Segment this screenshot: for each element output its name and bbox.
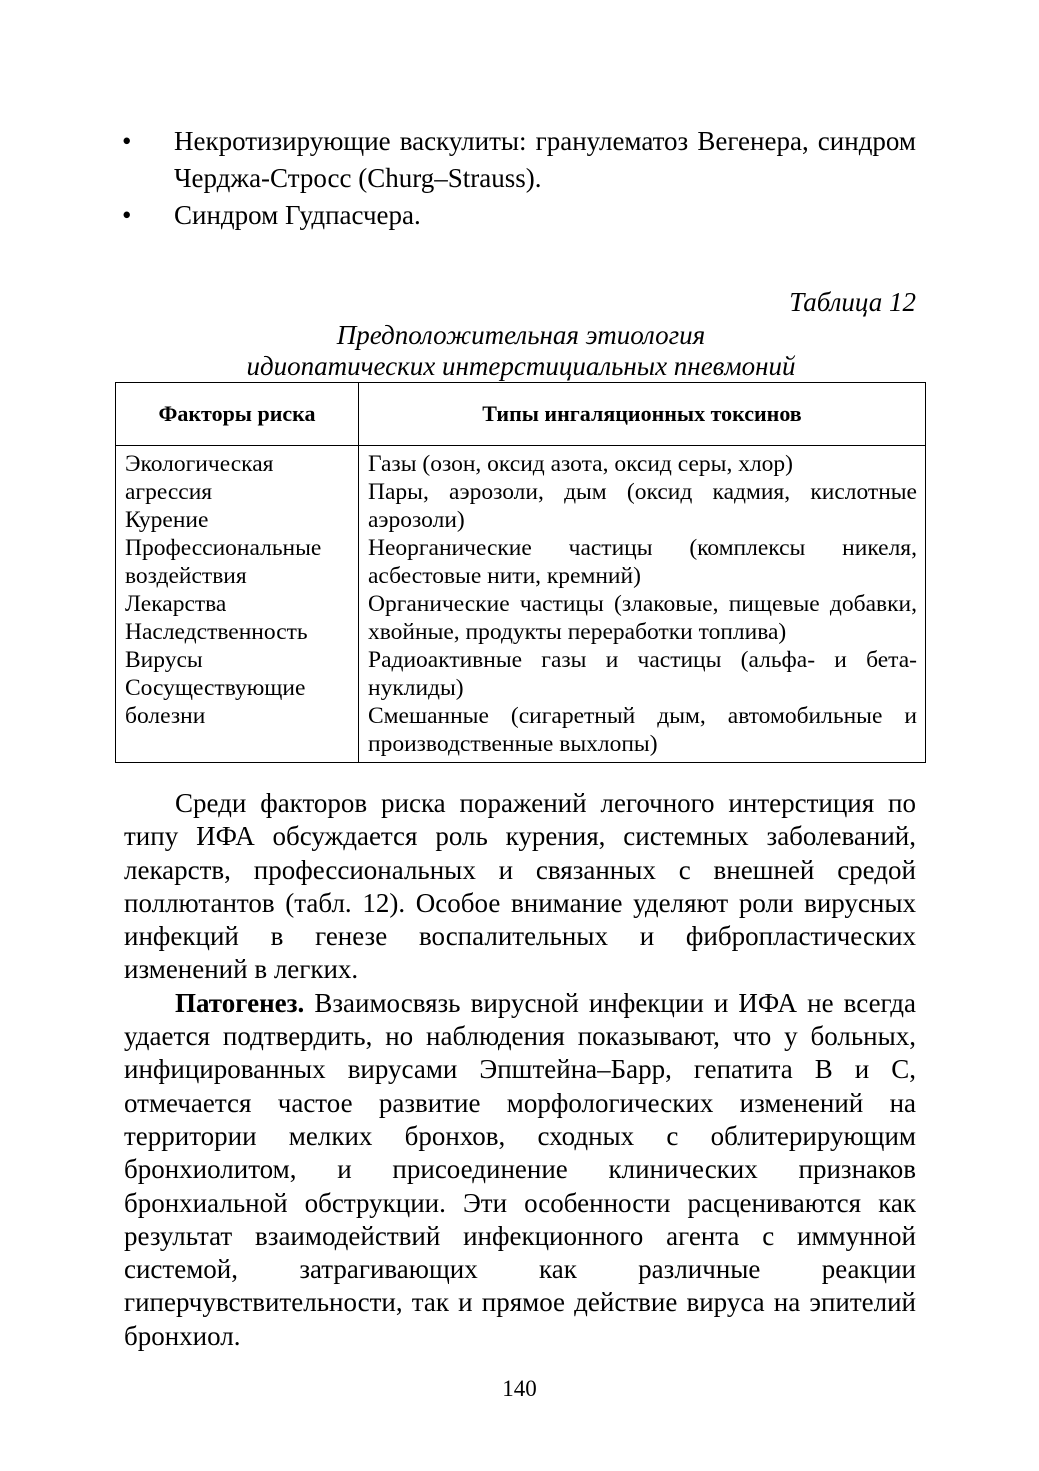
page-number: 140 (502, 1376, 537, 1401)
toxin-type-item: Неорганические частицы (комплексы никеля, асбестовые нити, кремний) (368, 535, 917, 589)
etiology-table (115, 382, 926, 763)
risk-factor-item: Наследственность (125, 619, 308, 645)
section-heading: Патогенез. (175, 987, 305, 1018)
toxin-type-item: Смешанные (сигаретный дым, автомобильные и производственные выхлопы) (368, 703, 917, 757)
bullet-dot-icon: • (122, 126, 132, 156)
bullet-item (118, 123, 916, 197)
table-row (116, 446, 926, 763)
toxin-type-item: Органические частицы (злаковые, пищевые добавки, хвойные, продукты переработки топлива) (368, 591, 917, 645)
bullet-text: Синдром Гудпасчера. (174, 200, 421, 230)
toxin-type-item: Газы (озон, оксид азота, оксид серы, хлор) (368, 451, 794, 477)
risk-factor-item: Профессиональные воздействия (125, 535, 322, 589)
table-title-line: Предположительная этиология (336, 320, 706, 350)
risk-factors-cell (116, 446, 359, 763)
risk-factor-item: Курение (125, 507, 209, 533)
toxin-type-item: Радиоактивные газы и частицы (альфа- и бета-нуклиды) (368, 647, 917, 701)
toxin-types-cell (359, 446, 926, 763)
body-text (124, 787, 916, 1353)
risk-factor-item: Лекарства (125, 591, 227, 617)
risk-factor-item: Вирусы (125, 647, 203, 673)
bullet-dot-icon: • (122, 200, 132, 230)
paragraph: Среди факторов риска поражений легочного интерстиция по типу ИФА обсуждается роль курения, системных заболеваний, лекарств, профессиональных и связанных с внешней средой поллютантов (табл. 12). Особое внимание уделяют роли вирусных инфекций в генезе воспалительных и фибропластических изменений в легких. (124, 788, 916, 985)
column-header-risk-factors: Факторы риска (116, 383, 359, 446)
bullet-item (118, 197, 916, 234)
table-title-line: идиопатических интерстициальных пневмоний (246, 351, 796, 381)
paragraph-body: Взаимосвязь вирусной инфекции и ИФА не всегда удается подтвердить, но наблюдения показывают, что у больных, инфицированных вирусами Эпштейна–Барр, гепатита В и С, отмечается частое развитие морфологических изменений на территории мелких бронхов, сходных с облитерирующим бронхиолитом, и присоединение клинических признаков бронхиальной обструкции. Эти особенности расцениваются как результат взаимодействий инфекционного агента с иммунной системой, затрагивающих как различные реакции гиперчувствительности, так и прямое действие вируса на эпителий бронхиол. (124, 987, 917, 1351)
bullet-list (118, 123, 916, 234)
paragraph (124, 987, 916, 1353)
column-header-toxin-types: Типы ингаляционных токсинов (359, 383, 926, 446)
bullet-text: Некротизирующие васкулиты: гранулематоз Вегенера, синдром Черджа-Стросс (Churg–Strauss). (174, 126, 916, 193)
risk-factor-item: Сосуществующие болезни (125, 675, 306, 729)
toxin-type-item: Пары, аэрозоли, дым (оксид кадмия, кислотные аэрозоли) (368, 479, 917, 533)
table-title (118, 320, 924, 382)
table-number: Таблица 12 (789, 287, 916, 317)
table-header-row (116, 383, 926, 446)
risk-factor-item: Экологическая агрессия (125, 451, 274, 505)
